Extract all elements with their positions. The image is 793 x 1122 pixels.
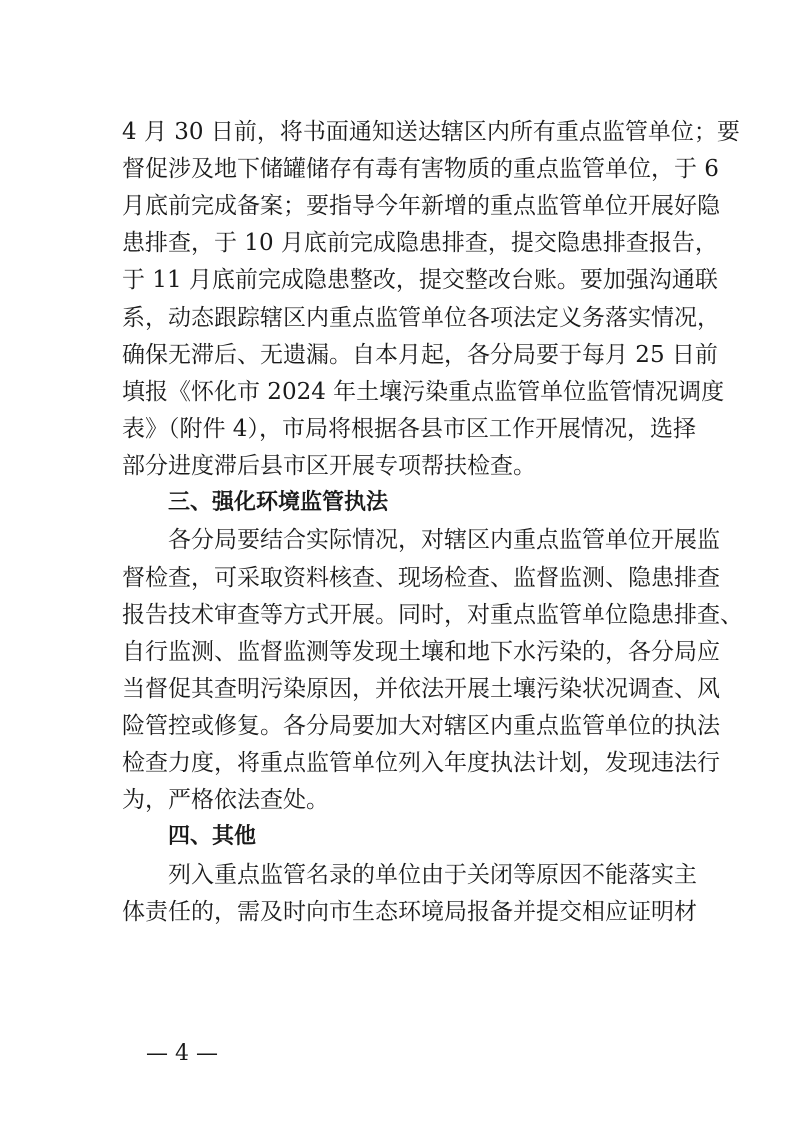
paragraph-line: 填报《怀化市 2024 年土壤污染重点监管单位监管情况调度 bbox=[122, 379, 725, 405]
page-number: — 4 — bbox=[146, 1041, 218, 1066]
paragraph-line: 系，动态跟踪辖区内重点监管单位各项法定义务落实情况， bbox=[122, 305, 720, 331]
paragraph-line: 4 月 30 日前，将书面通知送达辖区内所有重点监管单位；要 bbox=[122, 119, 740, 145]
paragraph-line: 列入重点监管名录的单位由于关闭等原因不能落实主 bbox=[168, 862, 697, 888]
paragraph-line: 月底前完成备案；要指导今年新增的重点监管单位开展好隐 bbox=[122, 193, 720, 219]
paragraph-line: 自行监测、监督监测等发现土壤和地下水污染的，各分局应 bbox=[122, 639, 720, 665]
paragraph-line: 各分局要结合实际情况，对辖区内重点监管单位开展监 bbox=[168, 527, 720, 553]
paragraph-line: 为，严格依法查处。 bbox=[122, 787, 329, 813]
paragraph-line: 体责任的，需及时向市生态环境局报备并提交相应证明材 bbox=[122, 899, 697, 925]
paragraph-line: 患排查，于 10 月底前完成隐患排查，提交隐患排查报告， bbox=[122, 230, 718, 256]
paragraph-line: 督检查，可采取资料核查、现场检查、监督监测、隐患排查 bbox=[122, 565, 720, 591]
paragraph-line: 督促涉及地下储罐储存有毒有害物质的重点监管单位，于 6 bbox=[122, 156, 719, 182]
paragraph-line: 确保无滞后、无遗漏。自本月起，各分局要于每月 25 日前 bbox=[122, 342, 718, 368]
paragraph-line: 于 11 月底前完成隐患整改，提交整改台账。要加强沟通联 bbox=[122, 267, 718, 293]
paragraph-line: 当督促其查明污染原因，并依法开展土壤污染状况调查、风 bbox=[122, 676, 720, 702]
paragraph-line: 报告技术审查等方式开展。同时，对重点监管单位隐患排查、 bbox=[122, 602, 743, 628]
paragraph-line: 部分进度滞后县市区开展专项帮扶检查。 bbox=[122, 453, 536, 479]
section-heading: 四、其他 bbox=[168, 824, 257, 849]
paragraph-line: 检查力度，将重点监管单位列入年度执法计划，发现违法行 bbox=[122, 750, 720, 776]
paragraph-line: 险管控或修复。各分局要加大对辖区内重点监管单位的执法 bbox=[122, 713, 720, 739]
paragraph-line: 表》（附件 4），市局将根据各县市区工作开展情况，选择 bbox=[122, 416, 696, 442]
section-heading: 三、强化环境监管执法 bbox=[168, 490, 389, 515]
